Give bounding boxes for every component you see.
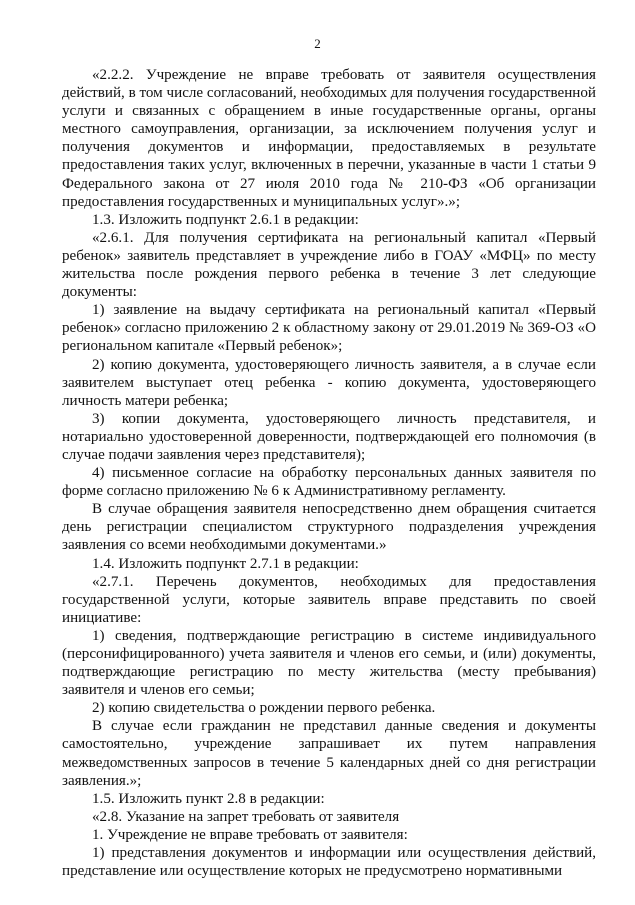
paragraph-2-6-1: «2.6.1. Для получения сертификата на региональный капитал «Первый ребенок» заявитель представляет в учреждение либо в ГОАУ «МФЦ» по месту жительства после рождения первого ребенка в течение 3 лет следующие документы:	[62, 229, 596, 301]
list-item-2-birth-certificate: 2) копию свидетельства о рождении первого ребенка.	[92, 700, 436, 717]
paragraph-2-2-2: «2.2.2. Учреждение не вправе требовать от заявителя осуществления действий, в том числе согласований, необходимых для получения государственной услуги и связанных с обращением в иные государственные органы, органы местного самоуправления, организации, за исключением получения услуг и получения документов и информации, предоставляемых в результате предоставления таких услуг, включенных в перечни, указанные в части 1 статьи 9 Федерального закона от 27 июля 2010 года № 210-ФЗ «Об организации предоставления государственных и муниципальных услуг».»;	[62, 67, 596, 210]
list-item-3-representative: 3) копии документа, удостоверяющего личность представителя, и нотариально удостоверенной доверенности, подтверждающей его полномочия (в случае подачи заявления через представителя);	[62, 410, 596, 463]
list-item-1-registration-info: 1) сведения, подтверждающие регистрацию в системе индивидуального (персонифицированного) учета заявителя и членов его семьи, и (или) документы, подтверждающие регистрацию по месту жительства (месту пребывания) заявителя и членов его семьи;	[62, 627, 596, 699]
paragraph-amend-1-3: 1.3. Изложить подпункт 2.6.1 в редакции:	[92, 211, 359, 228]
list-item-1-documents: 1) представления документов и информации или осуществления действий, представление или осуществление которых не предусмотрено нормативными	[62, 845, 596, 880]
paragraph-amend-1-4: 1.4. Изложить подпункт 2.7.1 в редакции:	[92, 555, 359, 572]
list-item-4-consent: 4) письменное согласие на обработку персональных данных заявителя по форме согласно приложению № 6 к Административному регламенту.	[62, 465, 596, 500]
paragraph-registration-day: В случае обращения заявителя непосредственно днем обращения считается день регистрации специалистом структурного подразделения учреждения заявления со всеми необходимыми документами.»	[62, 501, 596, 554]
paragraph-2-8-item-1: 1. Учреждение не вправе требовать от заявителя:	[92, 826, 408, 843]
paragraph-2-7-1: «2.7.1. Перечень документов, необходимых для предоставления государственной услуги, которые заявитель вправе представить по своей инициативе:	[62, 573, 596, 626]
paragraph-interagency-requests: В случае если гражданин не представил данные сведения и документы самостоятельно, учреждение запрашивает их путем направления межведомственных запросов в течение 5 календарных дней со дня регистрации заявления.»;	[62, 718, 596, 789]
section-heading-2-8: «2.8. Указание на запрет требовать от заявителя	[92, 808, 400, 825]
list-item-2-identity-copy: 2) копию документа, удостоверяющего личность заявителя, а в случае если заявителем выступает отец ребенка - копию документа, удостоверяющего личность матери ребенка;	[62, 356, 596, 409]
page-number: 2	[314, 36, 321, 51]
paragraph-amend-1-5: 1.5. Изложить пункт 2.8 в редакции:	[92, 790, 325, 807]
document-body	[62, 66, 596, 880]
list-item-1-application: 1) заявление на выдачу сертификата на региональный капитал «Первый ребенок» согласно приложению 2 к областному закону от 29.01.2019 № 369-ОЗ «О региональном капитале «Первый ребенок»;	[62, 302, 596, 355]
